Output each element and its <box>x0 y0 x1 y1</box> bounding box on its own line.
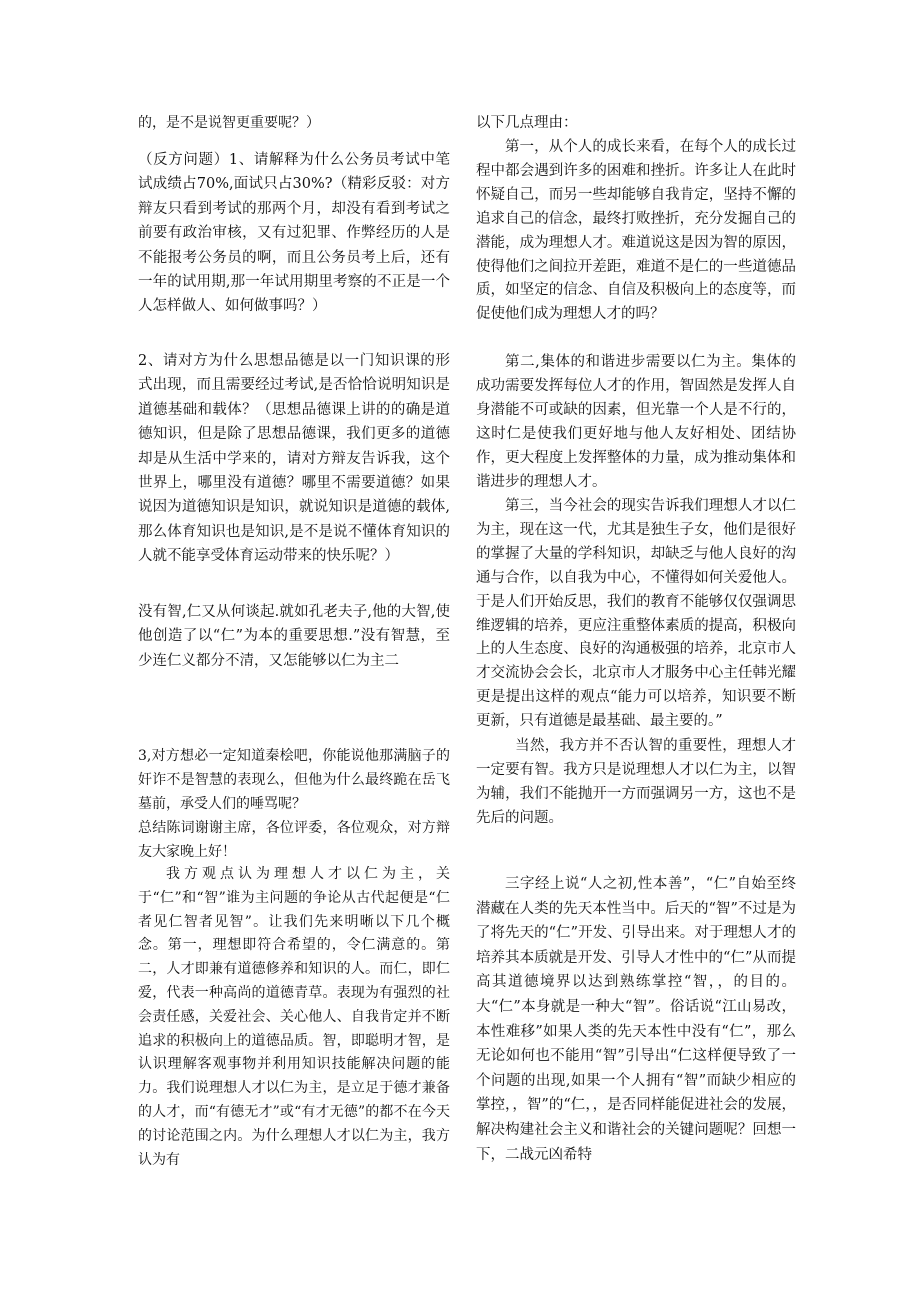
paragraph-reasons-intro: 以下几点理由： <box>476 115 578 131</box>
paragraph-moral-education-question: 2、请对方为什么思想品德是以一门知识课的形式出现，而且需要经过考试,是否恰恰说明知识是道德基础和载体？（思想品德课上讲的的确是道德知识，但是除了思想品德课，我们更多的道德却是从生活中学来的，请对方辩友告诉我，这个世界上，哪里没有道德？哪里不需要道德？如果说因为道德知识是知识，就说知识是道德的载体,那么体育知识也是知识,是不是说不懂体育知识的人就不能享受体育运动带来的快乐呢？） <box>138 353 450 565</box>
paragraph-civil-service-question: （反方问题）1、请解释为什么公务员考试中笔试成绩占70%,面试只占30%?（精彩反驳：对方辩友只看到考试的那两个月，却没有看到考试之前要有政治审核，又有过犯罪、作弊经历的人是不能报考公务员的啊，而且公务员考上后，还有一年的试用期,那一年试用期里考察的不正是一个人怎样做人、如何做事吗？） <box>138 152 450 315</box>
paragraph-three-character-classic: 三字经上说“人之初,性本善”，“仁”自始至终潜藏在人类的先天本性当中。后天的“智”不过是为了将先天的“仁”开发、引导出来。对于理想人才的培养其本质就是开发、引导人才性中的“仁”从而提高其道德境界以达到熟练掌控“智，，的目的。大“仁”本身就是一种大“智”。俗话说“江山易改，本性难移”如果人类的先天本性中没有“仁”，那么无论如何也不能用“智”引导出“仁这样便导致了一个问题的出现,如果一个人拥有“智”而缺少相应的掌控，，智”的“仁，，是否同样能促进社会的发展，解决构建社会主义和谐社会的关键问题呢？回想一下，二战元凶希特 <box>476 876 796 1163</box>
paragraph-confucius-wisdom: 没有智,仁又从何谈起.就如孔老夫子,他的大智,使他创造了以“仁”为本的重要思想.”没有智慧，至少连仁义都分不清，又怎能够以仁为主二 <box>138 604 450 669</box>
paragraph-qin-hui-question: 3,对方想必一定知道秦桧吧，你能说他那满脑子的奸诈不是智慧的表现么，但他为什么最终跪在岳飞墓前，承受人们的唾骂呢？ <box>138 748 450 812</box>
paragraph-reason-two: 第二,集体的和谐进步需要以仁为主。集体的成功需要发挥每位人才的作用，智固然是发挥人自身潜能不可或缺的因素，但光靠一个人是不行的，这时仁是使我们更好地与他人友好相处、团结协作，更大程度上发挥整体的力量，成为推动集体和谐进步的理想人才。 <box>476 354 796 490</box>
paragraph-reason-three: 第三，当今社会的现实告诉我们理想人才以仁为主，现在这一代，尤其是独生子女，他们是很好的掌握了大量的学科知识，却缺乏与他人良好的沟通与合作，以自我为中心，不懂得如何关爱他人。于是人们开始反思，我们的教育不能够仅仅强调思维逻辑的培养，更应注重整体素质的提高，积极向上的人生态度、良好的沟通极强的培养，北京市人才交流协会会长，北京市人才服务中心主任韩光耀更是提出这样的观点“能力可以培养，知识要不断更新，只有道德是最基础、最主要的。” <box>476 498 796 730</box>
paragraph-intro-fragment: 的，是不是说智更重要呢？） <box>138 115 320 131</box>
paragraph-position-statement: 我方观点认为理想人才以仁为主，关于“仁”和“智”谁为主问题的争论从古代起便是“仁者见仁智者见智”。让我们先来明晰以下几个概念。第一，理想即符合希望的，令仁满意的。第二，人才即兼有道德修养和知识的人。而仁，即仁爱，代表一种高尚的道德青草。表现为有强烈的社会责任感，关爱社会、关心他人、自我肯定并不断追求的积极向上的道德品质。智，即聪明才智，是认识理解客观事物并利用知识技能解决问题的能力。我们说理想人才以仁为主，是立足于德才兼备的人才，而“有德无才”或“有才无德”的都不在今天的讨论范围之内。为什么理想人才以仁为主，我方认为有 <box>138 866 450 1168</box>
paragraph-reason-one: 第一，从个人的成长来看，在每个人的成长过程中都会遇到许多的困难和挫折。许多让人在此时怀疑自己，而另一些却能够自我肯定，坚持不懈的追求自己的信念，最终打败挫折，充分发掘自己的潜能，成为理想人才。难道说这是因为智的原因，使得他们之间拉开差距，难道不是仁的一些道德品质，如坚定的信念、自信及积极向上的态度等，而促使他们成为理想人才的吗？ <box>476 139 796 323</box>
paragraph-closing-greeting: 总结陈词谢谢主席，各位评委，各位观众，对方辩友大家晚上好！ <box>138 820 450 860</box>
paragraph-acknowledge-wisdom: 当然，我方并不否认智的重要性，理想人才一定要有智。我方只是说理想人才以仁为主，以智为辅，我们不能抛开一方而强调另一方，这也不是先后的问题。 <box>476 738 796 826</box>
